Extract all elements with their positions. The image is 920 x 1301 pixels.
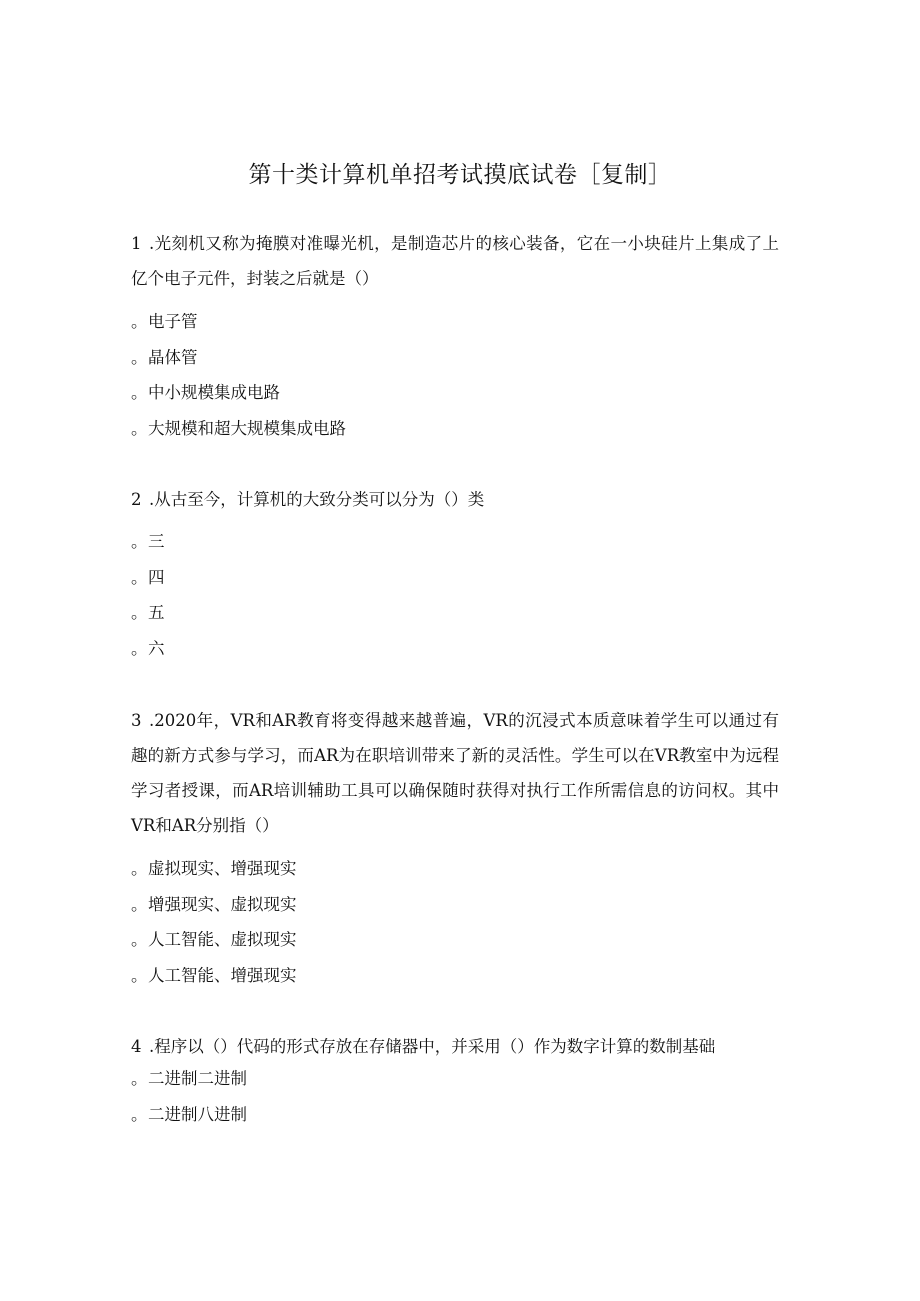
option-list (131, 851, 779, 993)
option-b[interactable] (131, 340, 779, 376)
option-label: 电子管 (148, 312, 198, 331)
question-text: .程序以（）代码的形式存放在存储器中，并采用（）作为数字计算的数制基础 (149, 1037, 716, 1056)
question-number: 2 (131, 490, 142, 509)
option-bullet: 。 (131, 1069, 148, 1088)
question-text: .2020年，VR和AR教育将变得越来越普遍，VR的沉浸式本质意味着学生可以通过有趣的新方式参与学习，而AR为在职培训带来了新的灵活性。学生可以在VR教室中为远程学习者授课，而AR培训辅助工具可以确保随时获得对执行工作所需信息的访问权。其中VR和AR分别指（） (131, 711, 779, 835)
option-bullet: 。 (131, 312, 148, 331)
option-bullet: 。 (131, 383, 148, 402)
option-label: 四 (148, 567, 165, 587)
option-label: 人工智能、虚拟现实 (148, 930, 297, 949)
option-c[interactable] (131, 375, 779, 411)
option-bullet: 。 (131, 965, 148, 985)
question-1 (131, 226, 779, 446)
option-bullet: 。 (131, 418, 148, 438)
question-number: 1 (131, 234, 142, 253)
question-text: .从古至今，计算机的大致分类可以分为（）类 (149, 490, 485, 509)
option-label: 五 (148, 603, 165, 622)
option-list (131, 304, 779, 446)
option-bullet: 。 (131, 603, 148, 622)
option-a[interactable] (131, 524, 779, 560)
option-label: 二进制八进制 (148, 1104, 247, 1124)
option-label: 虚拟现实、增强现实 (148, 859, 297, 878)
option-d[interactable] (131, 958, 779, 994)
question-stem (131, 1029, 779, 1065)
option-label: 二进制二进制 (148, 1069, 247, 1088)
question-stem (131, 482, 779, 518)
option-b[interactable] (131, 560, 779, 596)
question-4 (131, 1029, 779, 1132)
question-2 (131, 482, 779, 666)
option-bullet: 。 (131, 930, 148, 949)
question-stem (131, 226, 779, 296)
option-d[interactable] (131, 631, 779, 667)
question-3 (131, 703, 779, 993)
option-bullet: 。 (131, 347, 148, 367)
option-list (131, 1061, 779, 1132)
option-bullet: 。 (131, 1104, 148, 1124)
option-label: 三 (148, 532, 165, 551)
question-text: .光刻机又称为掩膜对准曝光机，是制造芯片的核心装备，它在一小块硅片上集成了上亿个电子元件，封装之后就是（） (131, 234, 779, 288)
option-a[interactable] (131, 304, 779, 340)
option-c[interactable] (131, 595, 779, 631)
option-b[interactable] (131, 887, 779, 923)
option-bullet: 。 (131, 532, 148, 551)
option-bullet: 。 (131, 638, 148, 658)
question-number: 3 (131, 711, 142, 730)
option-list (131, 524, 779, 666)
option-label: 人工智能、增强现实 (148, 965, 297, 985)
option-b[interactable] (131, 1097, 779, 1133)
option-label: 大规模和超大规模集成电路 (148, 418, 346, 438)
option-a[interactable] (131, 1061, 779, 1097)
option-c[interactable] (131, 922, 779, 958)
option-d[interactable] (131, 411, 779, 447)
option-label: 增强现实、虚拟现实 (148, 894, 297, 914)
option-label: 晶体管 (148, 347, 198, 367)
option-bullet: 。 (131, 859, 148, 878)
option-label: 中小规模集成电路 (148, 383, 280, 402)
question-number: 4 (131, 1037, 142, 1056)
question-stem (131, 703, 779, 843)
option-label: 六 (148, 638, 165, 658)
option-bullet: 。 (131, 894, 148, 914)
option-a[interactable] (131, 851, 779, 887)
option-bullet: 。 (131, 567, 148, 587)
exam-title: 第十类计算机单招考试摸底试卷［复制］ (248, 162, 672, 188)
